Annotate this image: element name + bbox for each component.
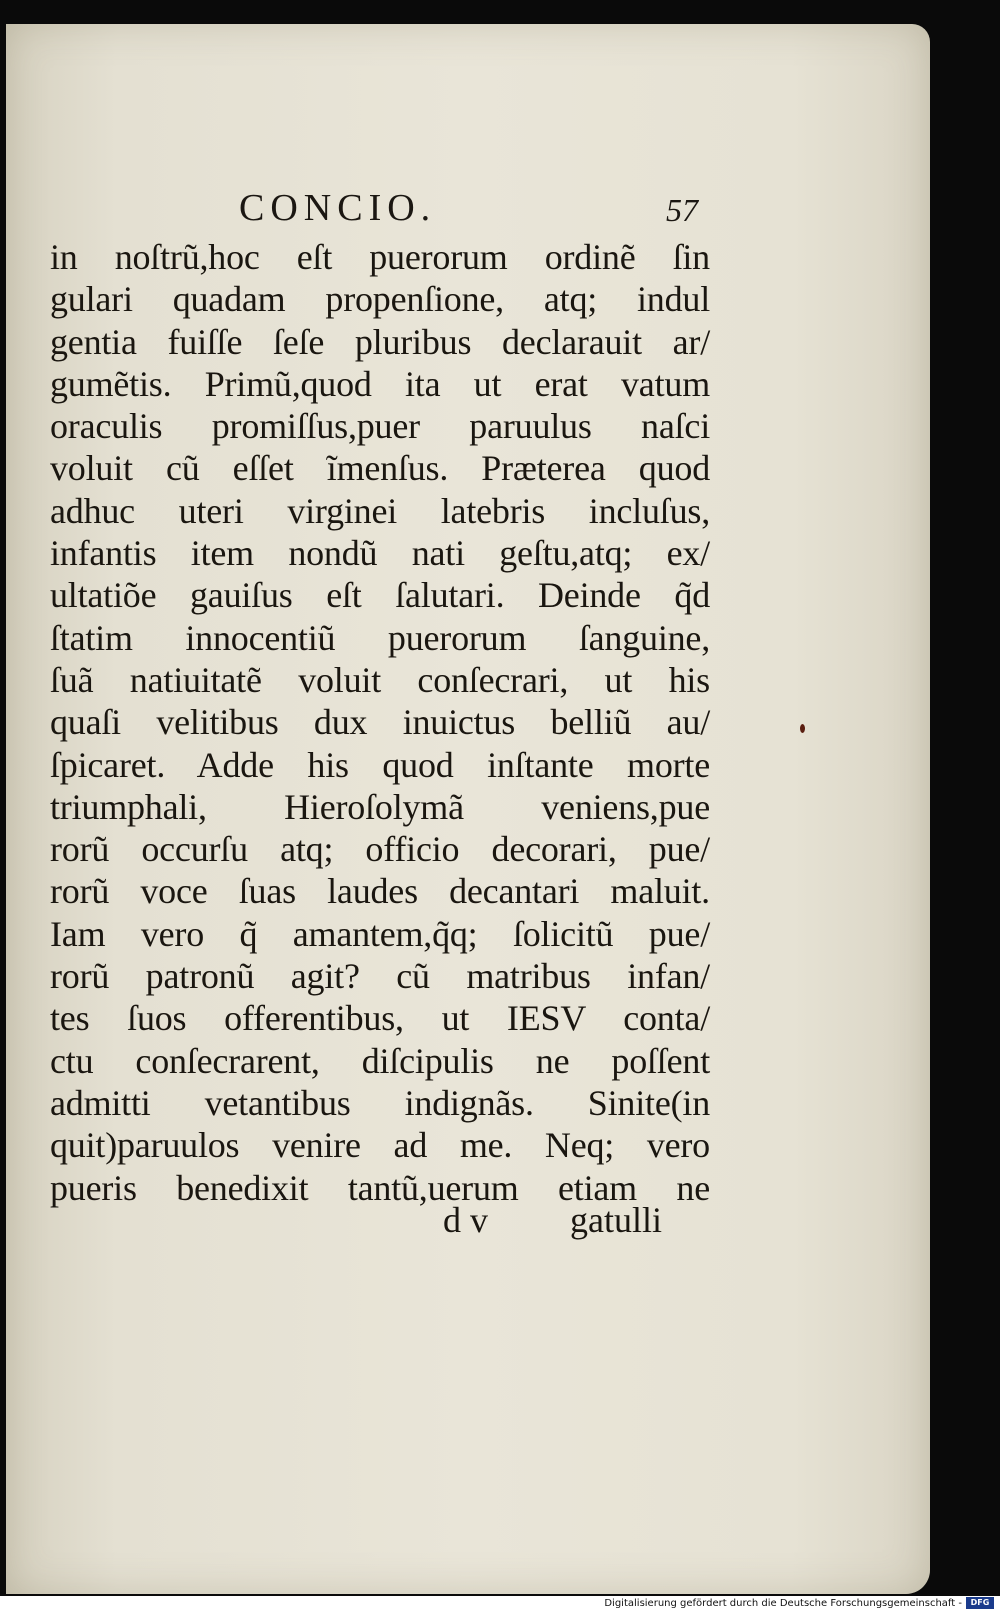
page-number: 57 xyxy=(666,192,698,228)
catchword: gatulli xyxy=(570,1200,662,1240)
text-line: adhuc uteri virginei latebris incluſus, xyxy=(50,490,710,531)
book-page xyxy=(6,24,930,1594)
text-line: rorũ voce ſuas laudes decantari maluit. xyxy=(50,871,710,912)
text-line: tes ſuos offerentibus, ut IESV conta/ xyxy=(50,998,710,1039)
text-line: rorũ occurſu atq; officio decorari, pue/ xyxy=(50,829,710,870)
text-line: voluit cũ eſſet ĩmenſus. Præterea quod xyxy=(50,448,710,489)
footer-bar xyxy=(0,1596,1000,1611)
footer-credit: Digitalisierung gefördert durch die Deutsche Forschungsgemeinschaft - xyxy=(604,1598,962,1609)
text-line: admitti vetantibus indignãs. Sinite(in xyxy=(50,1082,710,1123)
text-line: quaſi velitibus dux inuictus belliũ au/ xyxy=(50,702,710,743)
paper-speck xyxy=(800,724,805,733)
text-block xyxy=(50,236,710,1209)
text-line: quit)paruulos venire ad me. Neq; vero xyxy=(50,1125,710,1166)
text-line: Iam vero q̃ amantem,q̃q; ſolicitũ pue/ xyxy=(50,913,710,954)
text-line: ſtatim innocentiũ puerorum ſanguine, xyxy=(50,617,710,658)
text-line: ſpicaret. Adde his quod inſtante morte xyxy=(50,744,710,785)
text-line: ultatiõe gauiſus eſt ſalutari. Deinde q̃d xyxy=(50,575,710,616)
text-line: gentia fuiſſe ſeſe pluribus declarauit ar/ xyxy=(50,321,710,362)
page-header xyxy=(6,186,930,236)
text-line: gumẽtis. Primũ,quod ita ut erat vatum xyxy=(50,363,710,404)
text-line: in noſtrũ,hoc eſt puerorum ordinẽ ſin xyxy=(50,237,710,277)
text-line: infantis item nondũ nati geſtu,atq; ex/ xyxy=(50,533,710,574)
text-line: pueris benedixit tantũ,uerum etiam ne xyxy=(50,1167,710,1208)
running-head: CONCIO. xyxy=(239,187,437,229)
text-line: oraculis promiſſus,puer paruulus naſci xyxy=(50,406,710,447)
signature-mark: d v xyxy=(443,1200,488,1240)
text-line: ſuã natiuitatẽ voluit conſecrari, ut his xyxy=(50,659,710,700)
text-line: rorũ patronũ agit? cũ matribus infan/ xyxy=(50,956,710,997)
text-line: gulari quadam propenſione, atq; indul xyxy=(50,279,710,320)
text-line: ctu conſecrarent, diſcipulis ne poſſent xyxy=(50,1040,710,1081)
text-line: triumphali, Hieroſolymã veniens,pue xyxy=(50,786,710,827)
dfg-logo: DFG xyxy=(966,1597,994,1609)
